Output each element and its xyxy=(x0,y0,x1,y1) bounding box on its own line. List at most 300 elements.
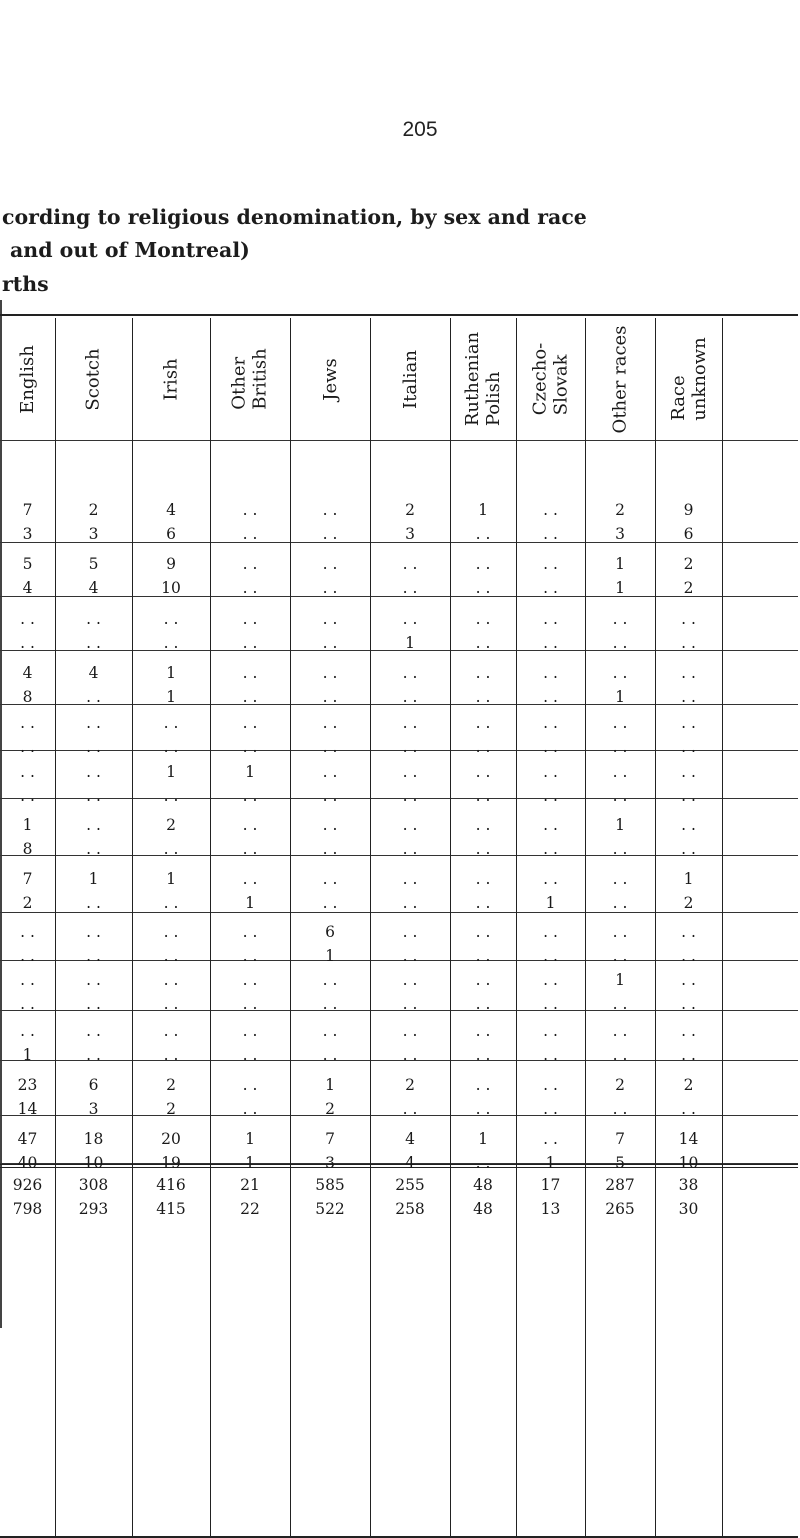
column-header xyxy=(55,318,132,440)
table-cell: . . xyxy=(20,1022,35,1040)
table-cell: . . xyxy=(20,923,35,941)
table-cell: . . xyxy=(402,688,418,706)
table-cell: 2 xyxy=(325,1100,335,1118)
table-cell: 3 xyxy=(22,525,33,543)
table-cell: . . xyxy=(163,610,179,628)
table-cell: . . xyxy=(681,688,696,706)
table-cell: . . xyxy=(163,634,179,652)
table-cell: . . xyxy=(402,610,418,628)
table-cell: . . xyxy=(322,688,338,706)
table-cell: . . xyxy=(543,787,558,805)
table-cell: 1 xyxy=(166,870,176,888)
table-cell: . . xyxy=(543,555,558,573)
table-cell: . . xyxy=(242,816,258,834)
table-cell: 2 xyxy=(683,555,694,573)
table-cell: 3 xyxy=(325,1154,335,1172)
table-cell: . . xyxy=(163,840,179,858)
table-cell: 47 xyxy=(17,1130,38,1148)
table-cell: 7 xyxy=(615,1130,625,1148)
table-cell: 1 xyxy=(22,1046,33,1064)
table-cell: . . xyxy=(543,995,558,1013)
table-cell: . . xyxy=(402,714,418,732)
table-cell: . . xyxy=(86,995,101,1013)
table-cell: 1 xyxy=(22,816,33,834)
table-cell: . . xyxy=(402,1046,418,1064)
table-cell: . . xyxy=(612,664,628,682)
table-cell: 48 xyxy=(473,1200,493,1218)
table-cell: . . xyxy=(402,738,418,756)
table-cell: 2 xyxy=(166,1076,176,1094)
table-cell: 1 xyxy=(545,894,556,912)
table-cell: . . xyxy=(163,894,179,912)
table-cell: . . xyxy=(322,787,338,805)
table-cell: . . xyxy=(322,816,338,834)
table-cell: . . xyxy=(543,1046,558,1064)
table-cell: . . xyxy=(681,714,696,732)
table-cell: 3 xyxy=(405,525,415,543)
table-cell: 798 xyxy=(12,1200,43,1218)
table-cell: 1 xyxy=(166,688,176,706)
table-cell: . . xyxy=(681,634,696,652)
column-header xyxy=(516,318,585,440)
table-cell: 1 xyxy=(615,555,625,573)
table-cell: . . xyxy=(475,947,491,965)
table-cell: . . xyxy=(86,816,101,834)
table-cell: . . xyxy=(543,501,558,519)
table-cell: . . xyxy=(475,870,491,888)
table-cell: 14 xyxy=(678,1130,699,1148)
table-cell: . . xyxy=(86,787,101,805)
table-cell: . . xyxy=(402,555,418,573)
table-cell: . . xyxy=(242,1076,258,1094)
table-cell: 9 xyxy=(683,501,694,519)
table-cell: . . xyxy=(475,525,491,543)
table-cell: . . xyxy=(543,870,558,888)
table-cell: . . xyxy=(475,1100,491,1118)
column-header xyxy=(450,318,516,440)
column-header xyxy=(290,318,370,440)
table-cell: . . xyxy=(475,714,491,732)
table-cell: . . xyxy=(612,738,628,756)
table-cell: . . xyxy=(543,610,558,628)
table-cell: 287 xyxy=(605,1176,635,1194)
table-cell: . . xyxy=(242,664,258,682)
table-cell: . . xyxy=(475,840,491,858)
table-cell: 308 xyxy=(78,1176,109,1194)
table-cell: 4 xyxy=(22,664,33,682)
table-cell: . . xyxy=(322,634,338,652)
table-cell: . . xyxy=(86,714,101,732)
table-cell: . . xyxy=(163,714,179,732)
table-cell: 8 xyxy=(22,840,33,858)
table-cell: . . xyxy=(543,816,558,834)
table-cell: . . xyxy=(20,738,35,756)
table-cell: . . xyxy=(242,688,258,706)
table-cell: 265 xyxy=(605,1200,635,1218)
table-cell: . . xyxy=(475,923,491,941)
table-cell: . . xyxy=(163,995,179,1013)
table-cell: 19 xyxy=(161,1154,181,1172)
table-cell: . . xyxy=(475,1076,491,1094)
table-cell: . . xyxy=(543,1100,558,1118)
table-cell: . . xyxy=(681,1022,696,1040)
table-cell: . . xyxy=(543,634,558,652)
table-cell: . . xyxy=(402,763,418,781)
table-cell: . . xyxy=(242,870,258,888)
table-cell: . . xyxy=(543,525,558,543)
table-cell: . . xyxy=(242,610,258,628)
table-cell: . . xyxy=(242,840,258,858)
table-cell: . . xyxy=(612,610,628,628)
heading-line-1: cording to religious denomination, by sex and race xyxy=(2,205,587,229)
table-cell: . . xyxy=(163,787,179,805)
table-cell: . . xyxy=(475,634,491,652)
table-cell: 5 xyxy=(615,1154,625,1172)
column-header-label: Other races xyxy=(609,325,631,433)
table-cell: 5 xyxy=(88,555,99,573)
table-cell: . . xyxy=(681,1046,696,1064)
table-cell: . . xyxy=(163,971,179,989)
table-cell: . . xyxy=(681,816,696,834)
table-cell: 1 xyxy=(325,947,335,965)
table-cell: 585 xyxy=(315,1176,345,1194)
table-cell: 20 xyxy=(161,1130,181,1148)
table-cell: . . xyxy=(86,947,101,965)
column-header-label: Race unknown xyxy=(667,337,710,421)
table-cell: . . xyxy=(86,971,101,989)
table-cell: 2 xyxy=(405,501,415,519)
table-cell: 2 xyxy=(615,1076,625,1094)
table-cell: . . xyxy=(681,995,696,1013)
table-cell: . . xyxy=(242,525,258,543)
table-cell: . . xyxy=(322,1022,338,1040)
table-cell: . . xyxy=(242,923,258,941)
table-cell: . . xyxy=(612,714,628,732)
table-cell: . . xyxy=(242,634,258,652)
table-cell: 2 xyxy=(22,894,33,912)
table-cell: 1 xyxy=(615,688,625,706)
table-cell: . . xyxy=(612,763,628,781)
table-cell: . . xyxy=(322,555,338,573)
column-header-label: Irish xyxy=(160,357,182,401)
table-cell: . . xyxy=(681,738,696,756)
table-cell: . . xyxy=(543,947,558,965)
table-cell: . . xyxy=(543,714,558,732)
table-cell: . . xyxy=(612,923,628,941)
table-cell: . . xyxy=(242,738,258,756)
table-cell: . . xyxy=(475,971,491,989)
table-cell: . . xyxy=(681,840,696,858)
table-cell: . . xyxy=(612,995,628,1013)
table-cell: 7 xyxy=(325,1130,335,1148)
table-cell: . . xyxy=(163,1046,179,1064)
table-cell: 18 xyxy=(83,1130,104,1148)
column-header-label: Ruthenian Polish xyxy=(462,331,504,427)
table-cell: . . xyxy=(242,1046,258,1064)
table-cell: 415 xyxy=(156,1200,186,1218)
table-cell: 13 xyxy=(540,1200,561,1218)
header-rule xyxy=(0,440,798,441)
column-header xyxy=(655,318,722,440)
table-cell: 6 xyxy=(683,525,694,543)
table-cell: 17 xyxy=(540,1176,561,1194)
table-cell: 23 xyxy=(17,1076,38,1094)
table-cell: . . xyxy=(242,1100,258,1118)
table-cell: . . xyxy=(242,501,258,519)
table-cell: 8 xyxy=(22,688,33,706)
table-cell: . . xyxy=(86,894,101,912)
table-cell: . . xyxy=(86,840,101,858)
table-cell: . . xyxy=(543,738,558,756)
heading-line-2: and out of Montreal) xyxy=(10,238,250,262)
table-cell: 1 xyxy=(478,501,488,519)
table-cell: 3 xyxy=(88,525,99,543)
table-cell: 22 xyxy=(240,1200,260,1218)
table-cell: 5 xyxy=(22,555,33,573)
table-cell: . . xyxy=(475,610,491,628)
table-cell: . . xyxy=(322,610,338,628)
table-cell: 7 xyxy=(22,870,33,888)
table-cell: . . xyxy=(20,714,35,732)
table-cell: . . xyxy=(612,870,628,888)
column-header xyxy=(210,318,290,440)
column-header-label: Czecho- Slovak xyxy=(529,342,572,416)
table-cell: 10 xyxy=(161,579,181,597)
table-cell: 4 xyxy=(405,1130,415,1148)
table-cell: . . xyxy=(402,816,418,834)
table-cell: . . xyxy=(322,579,338,597)
table-cell: . . xyxy=(402,787,418,805)
table-cell: 2 xyxy=(166,816,176,834)
table-cell: 1 xyxy=(166,664,176,682)
table-cell: 2 xyxy=(88,501,99,519)
table-cell: . . xyxy=(242,555,258,573)
table-cell: . . xyxy=(402,1100,418,1118)
column-header-label: English xyxy=(17,344,39,414)
table-cell: . . xyxy=(475,816,491,834)
table-cell: . . xyxy=(322,995,338,1013)
table-cell: . . xyxy=(20,947,35,965)
table-cell: . . xyxy=(20,971,35,989)
table-cell: . . xyxy=(543,763,558,781)
table-cell: . . xyxy=(543,971,558,989)
table-cell: 14 xyxy=(17,1100,38,1118)
table-cell: 1 xyxy=(615,816,625,834)
column-header xyxy=(132,318,210,440)
table-cell: 1 xyxy=(325,1076,335,1094)
table-cell: . . xyxy=(86,634,101,652)
table-cell: . . xyxy=(612,1022,628,1040)
table-cell: . . xyxy=(681,971,696,989)
table-cell: . . xyxy=(475,787,491,805)
table-cell: 1 xyxy=(245,1154,255,1172)
table-cell: . . xyxy=(402,870,418,888)
table-cell: 926 xyxy=(12,1176,43,1194)
table-cell: . . xyxy=(322,738,338,756)
table-cell: . . xyxy=(322,840,338,858)
table-cell: . . xyxy=(543,1076,558,1094)
table-cell: . . xyxy=(543,579,558,597)
table-cell: . . xyxy=(20,610,35,628)
table-cell: . . xyxy=(612,894,628,912)
table-cell: . . xyxy=(475,763,491,781)
table-cell: . . xyxy=(242,971,258,989)
table-cell: . . xyxy=(402,947,418,965)
table-cell: . . xyxy=(475,555,491,573)
table-cell: . . xyxy=(612,947,628,965)
page-number: 205 xyxy=(402,118,438,141)
table-cell: 1 xyxy=(245,894,255,912)
table-cell: . . xyxy=(242,995,258,1013)
table-cell: . . xyxy=(242,579,258,597)
top-rule xyxy=(0,314,798,316)
table-cell: . . xyxy=(681,610,696,628)
table-cell: 1 xyxy=(478,1130,488,1148)
table-cell: . . xyxy=(543,923,558,941)
table-cell: . . xyxy=(543,1130,558,1148)
table-cell: . . xyxy=(402,579,418,597)
column-header-label: Scotch xyxy=(83,347,104,411)
table-cell: . . xyxy=(242,1022,258,1040)
table-cell: . . xyxy=(681,1100,696,1118)
table-cell: 1 xyxy=(88,870,99,888)
table-cell: . . xyxy=(86,610,101,628)
table-cell: . . xyxy=(322,870,338,888)
table-cell: . . xyxy=(402,840,418,858)
table-cell: . . xyxy=(322,525,338,543)
table-cell: . . xyxy=(612,1046,628,1064)
table-cell: 40 xyxy=(17,1154,38,1172)
table-cell: . . xyxy=(86,738,101,756)
column-header-label: Italian xyxy=(399,349,421,409)
table-cell: 2 xyxy=(683,894,694,912)
table-cell: 255 xyxy=(395,1176,425,1194)
column-header-label: Other British xyxy=(228,348,271,410)
table-cell: . . xyxy=(402,1022,418,1040)
table-cell: 6 xyxy=(88,1076,99,1094)
table-cell: 1 xyxy=(245,1130,255,1148)
table-cell: 10 xyxy=(678,1154,699,1172)
table-cell: . . xyxy=(475,1154,491,1172)
table-cell: . . xyxy=(475,738,491,756)
table-cell: 416 xyxy=(156,1176,186,1194)
table-cell: . . xyxy=(681,923,696,941)
table-cell: . . xyxy=(86,763,101,781)
table-cell: 2 xyxy=(166,1100,176,1118)
table-cell: . . xyxy=(163,738,179,756)
table-cell: . . xyxy=(322,501,338,519)
column-header xyxy=(370,318,450,440)
table-cell: . . xyxy=(402,971,418,989)
table-cell: 6 xyxy=(325,923,335,941)
table-cell: . . xyxy=(322,763,338,781)
table-cell: . . xyxy=(543,688,558,706)
table-cell: 2 xyxy=(405,1076,415,1094)
table-cell: . . xyxy=(402,894,418,912)
table-cell: . . xyxy=(402,664,418,682)
table-cell: 3 xyxy=(88,1100,99,1118)
table-cell: . . xyxy=(86,1046,101,1064)
table-cell: . . xyxy=(475,1022,491,1040)
table-cell: 9 xyxy=(166,555,176,573)
table-cell: . . xyxy=(20,995,35,1013)
heading-line-3: rths xyxy=(2,272,49,296)
table-cell: 1 xyxy=(615,579,625,597)
table-cell: . . xyxy=(322,971,338,989)
table-cell: 2 xyxy=(683,579,694,597)
table-cell: 4 xyxy=(22,579,33,597)
table-cell: . . xyxy=(86,1022,101,1040)
left-margin-bar xyxy=(0,300,2,1328)
table-cell: 293 xyxy=(78,1200,109,1218)
table-cell: 1 xyxy=(166,763,176,781)
table-cell: 2 xyxy=(615,501,625,519)
table-cell: . . xyxy=(681,664,696,682)
table-cell: 2 xyxy=(683,1076,694,1094)
table-cell: . . xyxy=(163,947,179,965)
table-cell: . . xyxy=(475,1046,491,1064)
column-header xyxy=(0,318,55,440)
column-rule xyxy=(722,318,723,1537)
table-cell: . . xyxy=(20,763,35,781)
table-cell: . . xyxy=(681,947,696,965)
table-cell: . . xyxy=(322,1046,338,1064)
table-cell: . . xyxy=(681,763,696,781)
table-cell: . . xyxy=(475,664,491,682)
table-cell: 21 xyxy=(240,1176,260,1194)
table-cell: . . xyxy=(612,840,628,858)
table-cell: . . xyxy=(86,923,101,941)
table-cell: 1 xyxy=(615,971,625,989)
table-cell: . . xyxy=(543,1022,558,1040)
table-cell: 7 xyxy=(22,501,33,519)
table-cell: 1 xyxy=(405,634,415,652)
table-cell: . . xyxy=(402,923,418,941)
table-cell: . . xyxy=(475,995,491,1013)
table-cell: 3 xyxy=(615,525,625,543)
table-cell: . . xyxy=(475,579,491,597)
table-cell: 48 xyxy=(473,1176,493,1194)
table-cell: . . xyxy=(543,664,558,682)
table-cell: 1 xyxy=(545,1154,556,1172)
table-cell: . . xyxy=(322,664,338,682)
table-cell: . . xyxy=(475,688,491,706)
table-cell: . . xyxy=(163,923,179,941)
table-cell: . . xyxy=(242,714,258,732)
table-cell: . . xyxy=(402,995,418,1013)
table-cell: . . xyxy=(612,787,628,805)
table-cell: 38 xyxy=(678,1176,699,1194)
table-cell: . . xyxy=(163,1022,179,1040)
table-cell: 1 xyxy=(245,763,255,781)
table-cell: . . xyxy=(322,714,338,732)
table-cell: 1 xyxy=(683,870,694,888)
table-cell: 10 xyxy=(83,1154,104,1172)
table-cell: . . xyxy=(475,894,491,912)
table-cell: . . xyxy=(612,1100,628,1118)
table-cell: . . xyxy=(612,634,628,652)
table-cell: . . xyxy=(322,894,338,912)
table-cell: . . xyxy=(681,787,696,805)
table-cell: . . xyxy=(242,947,258,965)
table-cell: 258 xyxy=(395,1200,425,1218)
column-header-label: Jews xyxy=(319,357,341,401)
table-cell: . . xyxy=(543,840,558,858)
table-cell: 522 xyxy=(315,1200,345,1218)
table-cell: 30 xyxy=(678,1200,699,1218)
table-cell: 4 xyxy=(88,579,99,597)
table-cell: 4 xyxy=(405,1154,415,1172)
